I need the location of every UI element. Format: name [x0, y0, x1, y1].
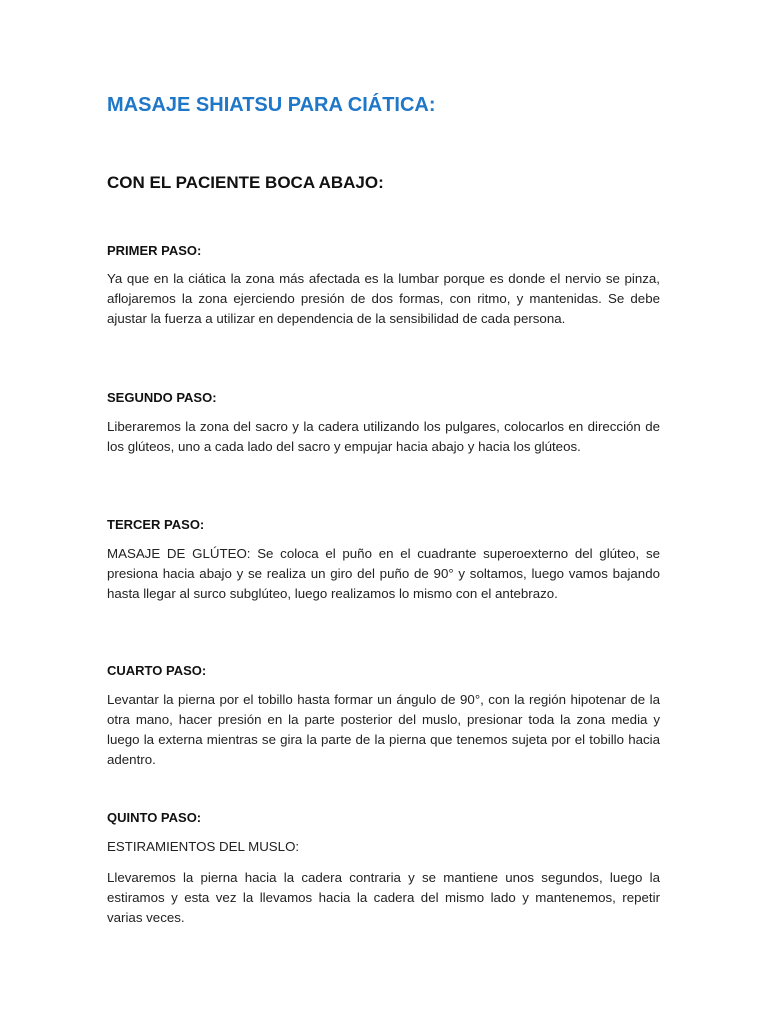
step-3-text: MASAJE DE GLÚTEO: Se coloca el puño en el cuadrante superoexterno del glúteo, se presiona hacia abajo y se realiza un giro del puño de 90° y soltamos, luego vamos bajando hasta llegar al surco subglúteo, luego realizamos lo mismo con el antebrazo.: [107, 546, 660, 601]
step-3-heading: TERCER PASO:: [107, 517, 205, 532]
step-4-heading: CUARTO PASO:: [107, 663, 207, 678]
step-5-text: Llevaremos la pierna hacia la cadera contraria y se mantiene unos segundos, luego la estiramos y esta vez la llevamos hacia la cadera del mismo lado y mantenemos, repetir varias veces.: [107, 870, 660, 925]
step-5-subheading: ESTIRAMIENTOS DEL MUSLO:: [107, 839, 300, 854]
step-2-heading: SEGUNDO PASO:: [107, 390, 217, 405]
step-1-heading: PRIMER PASO:: [107, 243, 202, 258]
step-5-heading: QUINTO PASO:: [107, 810, 202, 825]
section-title: CON EL PACIENTE BOCA ABAJO:: [107, 173, 384, 192]
document-title: MASAJE SHIATSU PARA CIÁTICA:: [107, 94, 436, 116]
step-1-text: Ya que en la ciática la zona más afectada es la lumbar porque es donde el nervio se pinza, aflojaremos la zona ejerciendo presión de dos formas, con ritmo, y mantenidas. Se debe ajustar la fuerza a utilizar en dependencia de la sensibilidad de cada persona.: [107, 271, 660, 326]
step-2-text: Liberaremos la zona del sacro y la cadera utilizando los pulgares, colocarlos en dirección de los glúteos, uno a cada lado del sacro y empujar hacia abajo y hacia los glúteos.: [107, 419, 660, 454]
step-4-text: Levantar la pierna por el tobillo hasta formar un ángulo de 90°, con la región hipotenar de la otra mano, hacer presión en la parte posterior del muslo, presionar toda la zona media y luego la externa mientras se gira la parte de la pierna que tenemos sujeta por el tobillo hacia adentro.: [107, 692, 660, 767]
